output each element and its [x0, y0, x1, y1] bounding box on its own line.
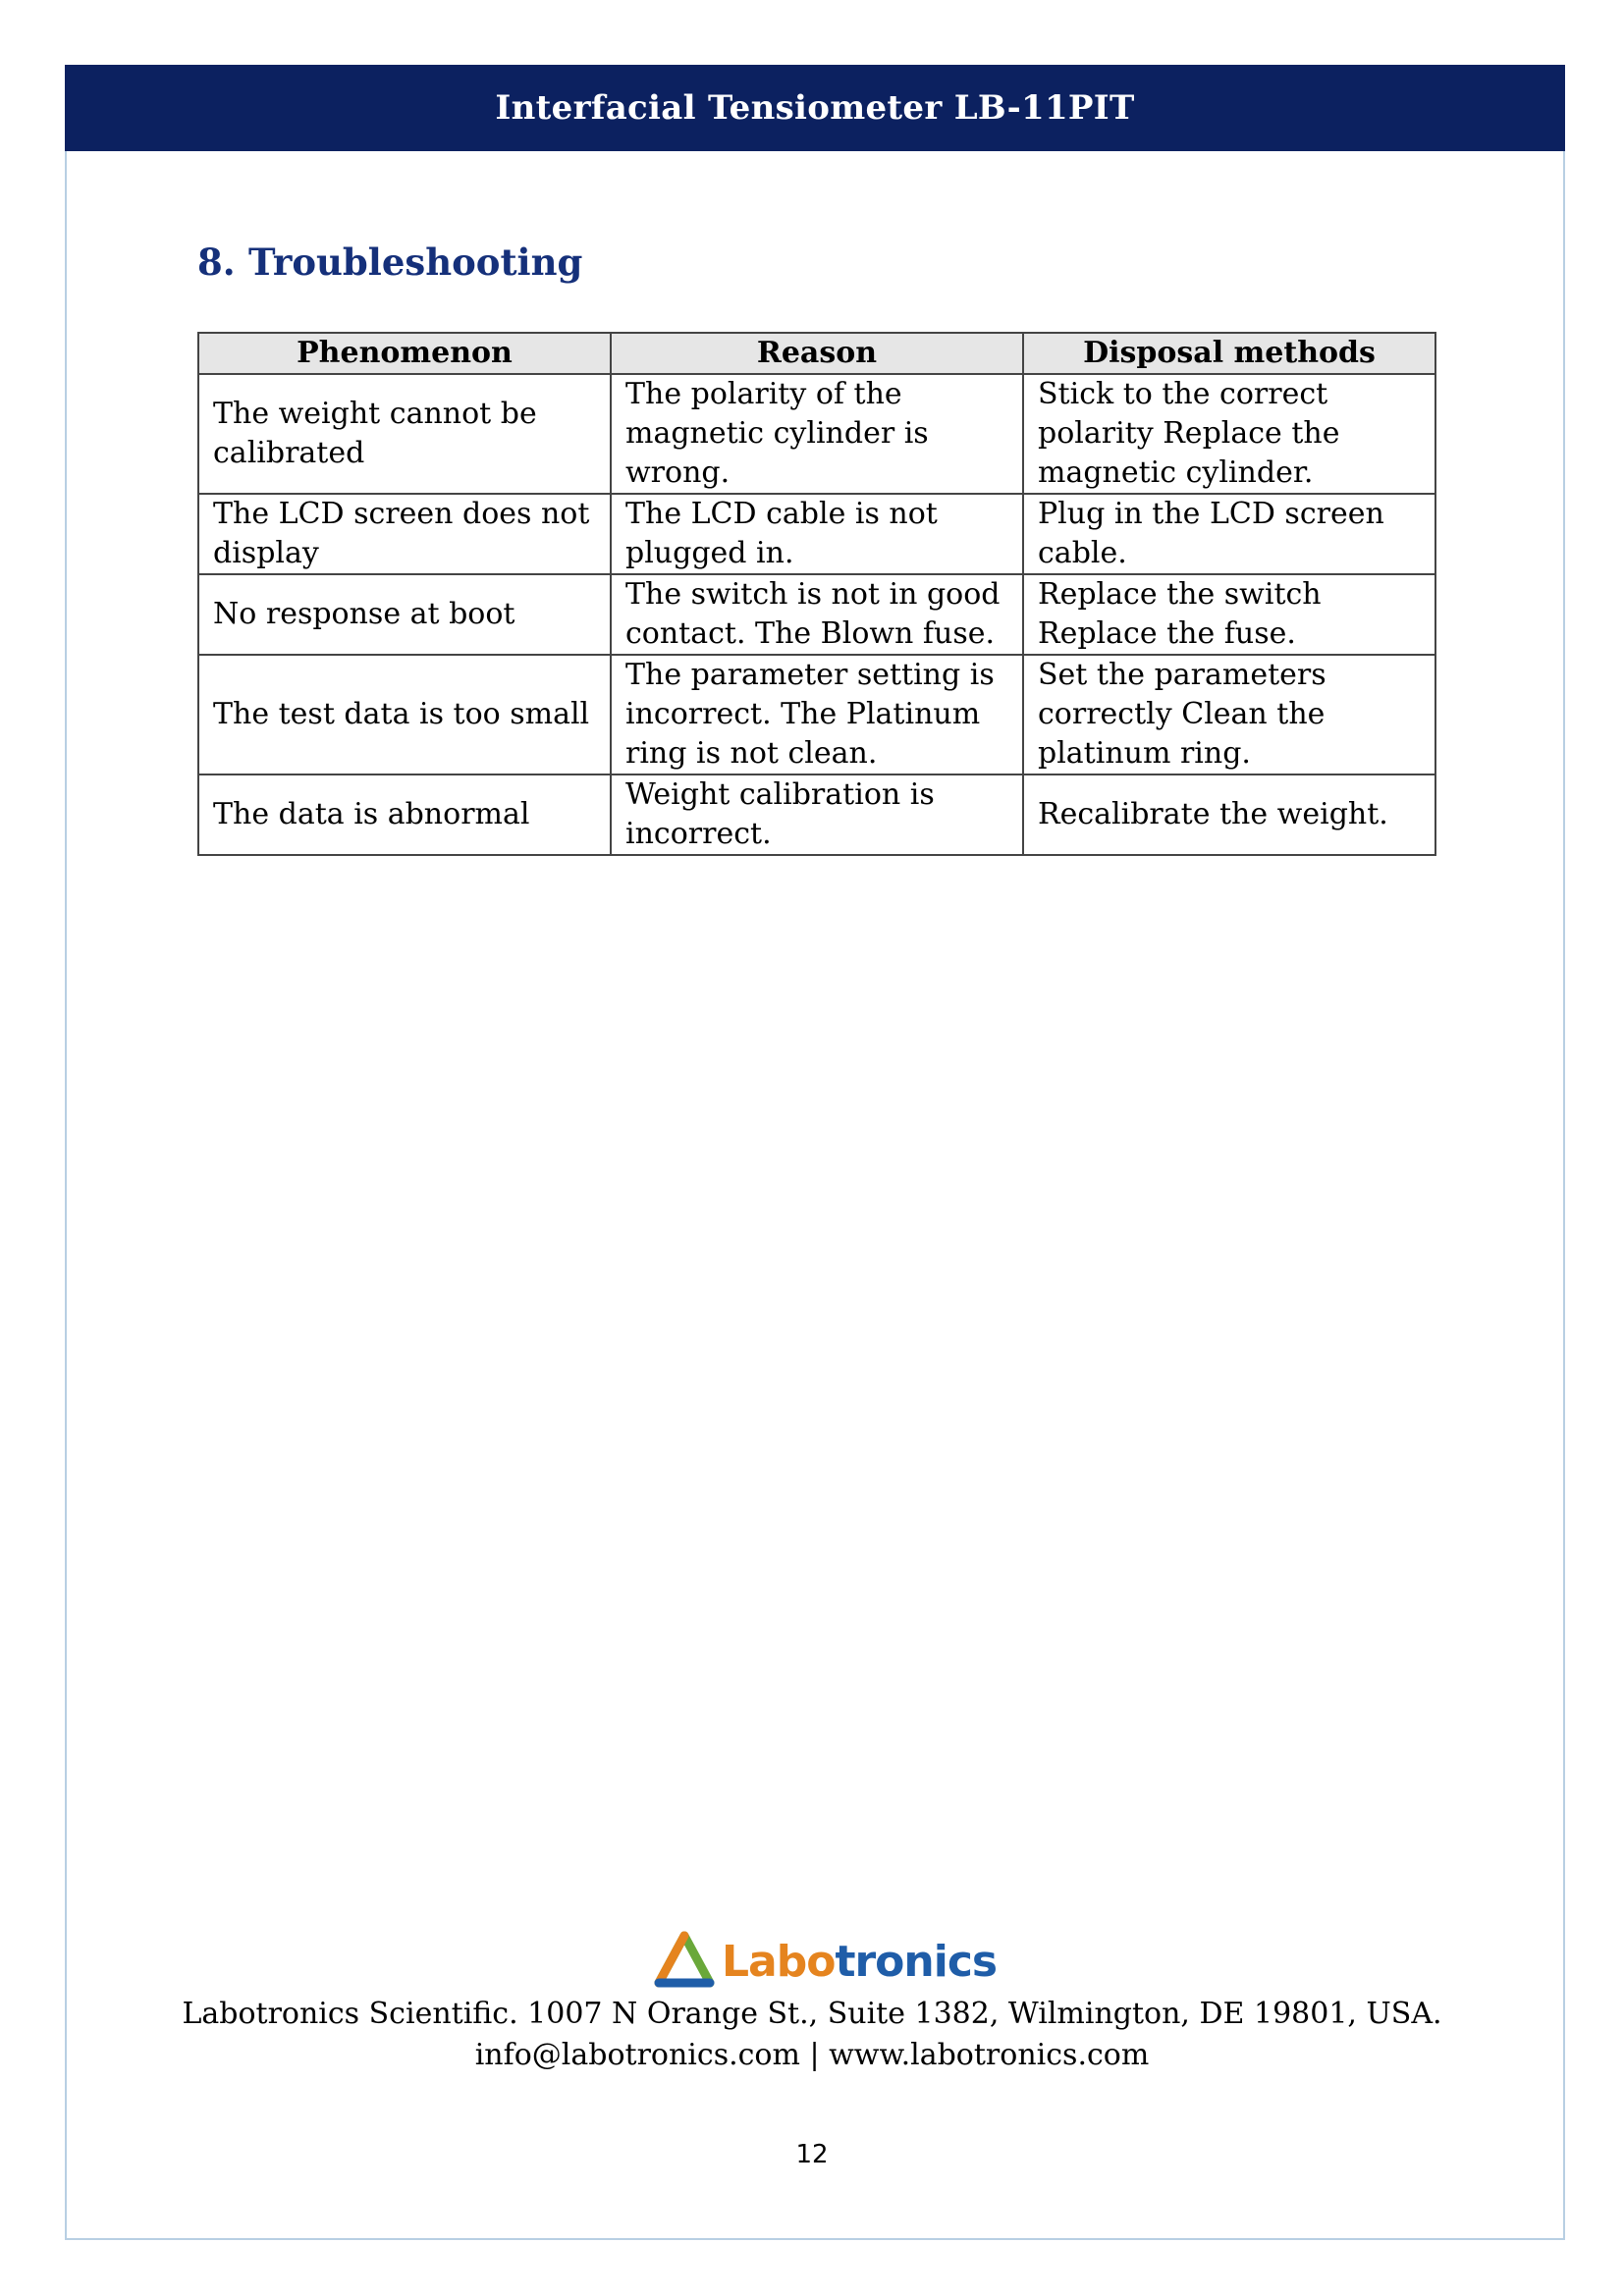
table-row: [198, 655, 1435, 774]
logo-wordmark: [722, 1937, 997, 1987]
table-row: [198, 494, 1435, 574]
cell-reason: The switch is not in good contact. The Blown fuse.: [611, 574, 1023, 655]
triangle-logo-icon: [653, 1930, 716, 1993]
footer-address: Labotronics Scientific. 1007 N Orange St., Suite 1382, Wilmington, DE 19801, USA.: [182, 1997, 1442, 2031]
cell-reason: Weight calibration is incorrect.: [611, 774, 1023, 855]
document-title: Interfacial Tensiometer LB-11PIT: [495, 88, 1135, 128]
header-bar: [65, 65, 1565, 151]
section-heading: [197, 240, 582, 284]
cell-disposal: Stick to the correct polarity Replace the magnetic cylinder.: [1023, 374, 1435, 494]
cell-disposal: Set the parameters correctly Clean the platinum ring.: [1023, 655, 1435, 774]
section-title: Troubleshooting: [248, 240, 583, 284]
table-row: [198, 574, 1435, 655]
table-row: [198, 774, 1435, 855]
cell-disposal: Recalibrate the weight.: [1023, 774, 1435, 855]
logo-wordmark-part2: tronics: [835, 1936, 998, 1987]
column-header-disposal: Disposal methods: [1023, 333, 1435, 374]
cell-phenomenon: No response at boot: [198, 574, 611, 655]
cell-disposal: Replace the switch Replace the fuse.: [1023, 574, 1435, 655]
cell-phenomenon: The LCD screen does not display: [198, 494, 611, 574]
table-header-row: [198, 333, 1435, 374]
cell-phenomenon: The weight cannot be calibrated: [198, 374, 611, 494]
company-logo: [653, 1930, 998, 1993]
page-number: 12: [795, 2140, 829, 2169]
section-number: 8.: [197, 240, 236, 284]
cell-disposal: Plug in the LCD screen cable.: [1023, 494, 1435, 574]
cell-reason: The parameter setting is incorrect. The Platinum ring is not clean.: [611, 655, 1023, 774]
troubleshooting-table: [197, 332, 1436, 856]
column-header-reason: Reason: [611, 333, 1023, 374]
cell-phenomenon: The test data is too small: [198, 655, 611, 774]
cell-reason: The LCD cable is not plugged in.: [611, 494, 1023, 574]
table-row: [198, 374, 1435, 494]
cell-reason: The polarity of the magnetic cylinder is wrong.: [611, 374, 1023, 494]
logo-wordmark-part1: Labo: [722, 1936, 836, 1987]
column-header-phenomenon: Phenomenon: [198, 333, 611, 374]
cell-phenomenon: The data is abnormal: [198, 774, 611, 855]
footer-contact: info@labotronics.com | www.labotronics.com: [474, 2038, 1150, 2072]
